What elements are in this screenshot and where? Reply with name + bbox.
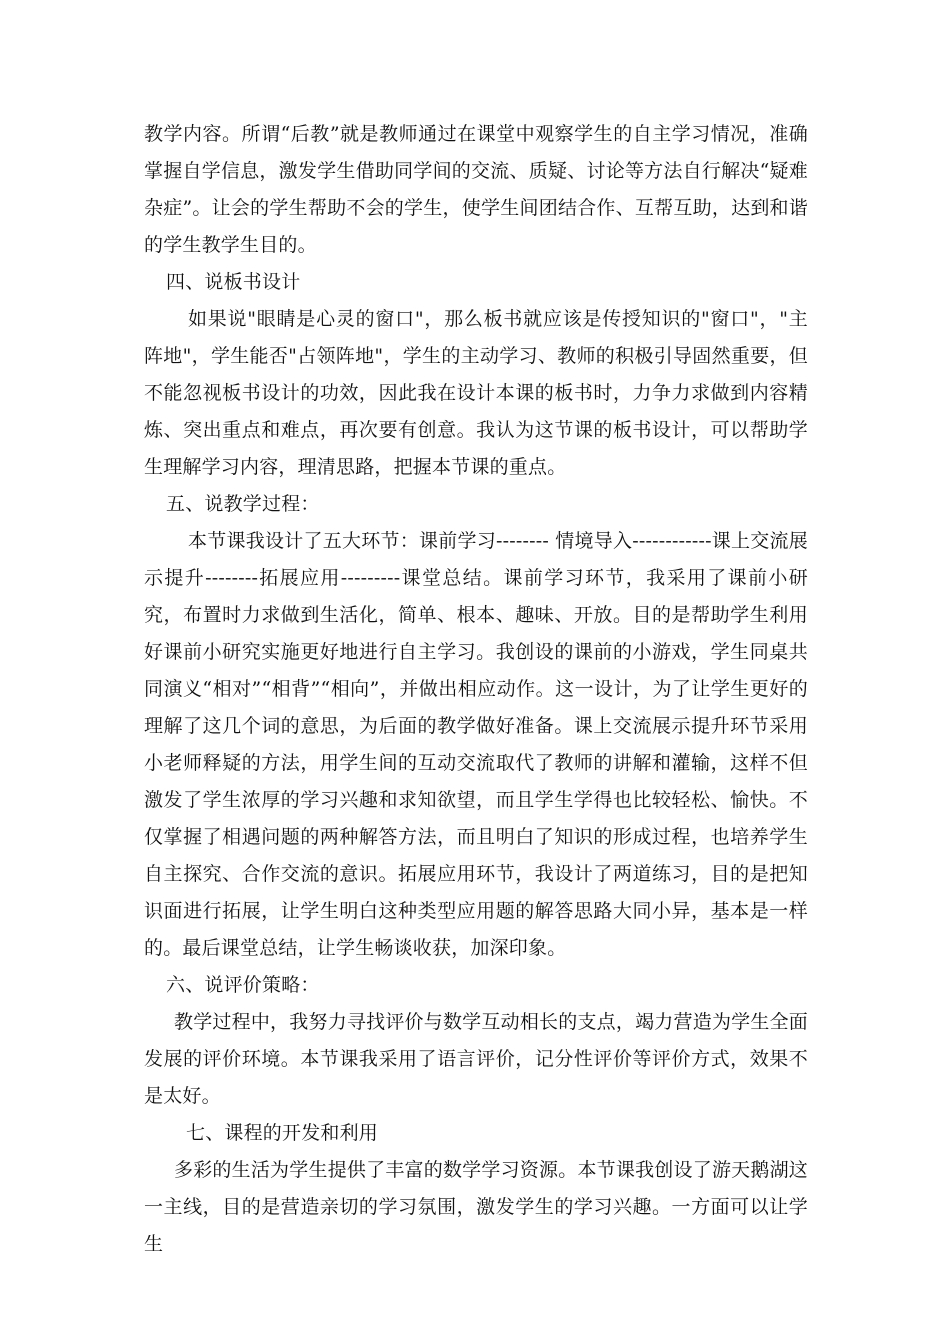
section-heading-board-design: 四、说板书设计	[166, 271, 301, 293]
document-body	[144, 116, 808, 1263]
section-heading-evaluation: 六、说评价策略：	[166, 974, 320, 996]
paragraph-continued-intro: 教学内容。所谓“后教”就是教师通过在课堂中观察学生的自主学习情况，准确掌握自学信息，激发学生借助同学间的交流、质疑、讨论等方法自行解决“疑难杂症”。让会的学生帮助不会的学生，使学生间团结合作、互帮互助，达到和谐的学生教学生目的。	[144, 123, 808, 256]
paragraph-teaching-process: 本节课我设计了五大环节：课前学习-------- 情境导入------------课上交流展示提升--------拓展应用---------课堂总结。课前学习环节，我采用了课前小研究，布置时力求做到生活化，简单、根本、趣味、开放。目的是帮助学生利用好课前小研究实施更好地进行自主学习。我创设的课前的小游戏，学生同桌共同演义“相对”“相背”“相向”，并做出相应动作。这一设计，为了让学生更好的理解了这几个词的意思，为后面的教学做好准备。课上交流展示提升环节采用小老师释疑的方法，用学生间的互动交流取代了教师的讲解和灌输，这样不但激发了学生浓厚的学习兴趣和求知欲望，而且学生学得也比较轻松、愉快。不仅掌握了相遇问题的两种解答方法，而且明白了知识的形成过程，也培养学生自主探究、合作交流的意识。拓展应用环节，我设计了两道练习，目的是把知识面进行拓展，让学生明白这种类型应用题的解答思路大同小异，基本是一样的。最后课堂总结，让学生畅谈收获，加深印象。	[144, 530, 808, 959]
paragraph-curriculum: 多彩的生活为学生提供了丰富的数学学习资源。本节课我创设了游天鹅湖这一主线，目的是营造亲切的学习氛围，激发学生的学习兴趣。一方面可以让学生	[144, 1159, 808, 1255]
paragraph-board-design: 如果说"眼睛是心灵的窗口"，那么板书就应该是传授知识的"窗口"，"主阵地"，学生能否"占领阵地"，学生的主动学习、教师的积极引导固然重要，但不能忽视板书设计的功效，因此我在设计本课的板书时，力争力求做到内容精炼、突出重点和难点，再次要有创意。我认为这节课的板书设计，可以帮助学生理解学习内容，理清思路，把握本节课的重点。	[144, 308, 808, 478]
section-heading-curriculum: 七、课程的开发和利用	[186, 1122, 379, 1144]
section-heading-teaching-process: 五、说教学过程：	[166, 493, 320, 515]
paragraph-evaluation: 教学过程中，我努力寻找评价与数学互动相长的支点，竭力营造为学生全面发展的评价环境。本节课我采用了语言评价，记分性评价等评价方式，效果不是太好。	[144, 1011, 808, 1107]
